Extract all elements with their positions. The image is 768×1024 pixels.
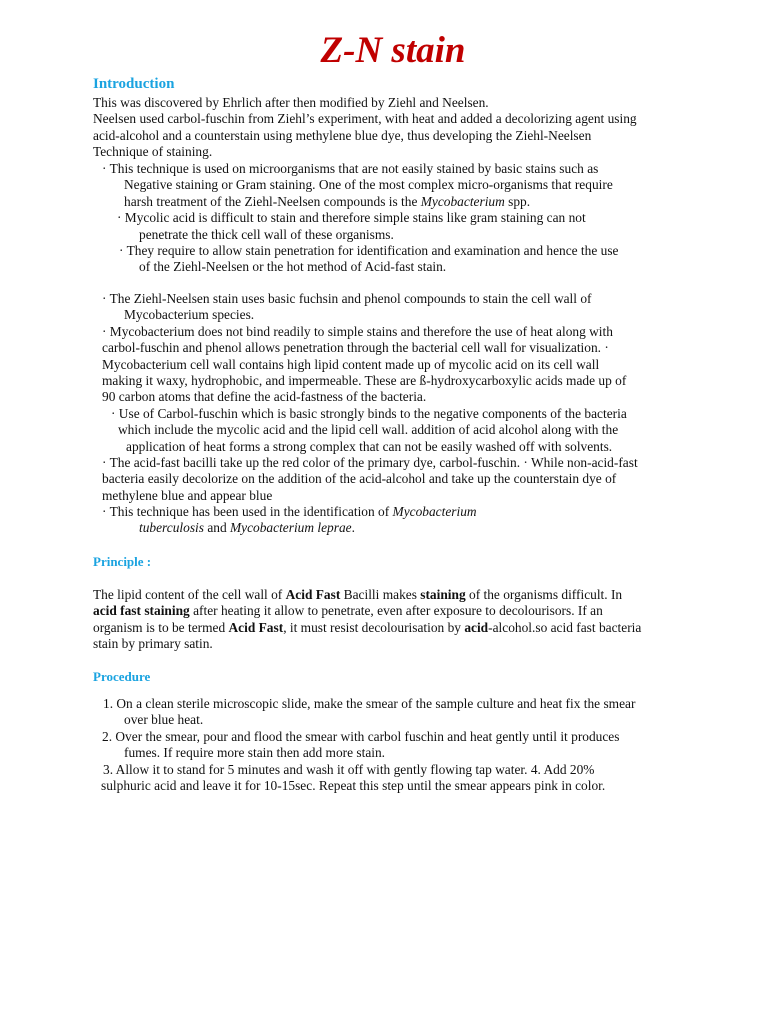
principle-line: stain by primary satin. bbox=[93, 636, 213, 652]
organism-name: Mycobacterium bbox=[392, 504, 477, 520]
bullet-text: harsh treatment of the Ziehl-Neelsen compounds is the bbox=[124, 193, 421, 209]
bullet-line: of the Ziehl-Neelsen or the hot method of Acid-fast stain. bbox=[139, 259, 447, 275]
bullet-line: Mycobacterium cell wall contains high lipid content made up of mycolic acid on its cell wall bbox=[102, 356, 600, 372]
intro-line: acid-alcohol and a counterstain using methylene blue dye, thus developing the Ziehl-Neelsen bbox=[93, 127, 592, 143]
bullet-line: · Use of Carbol-fuschin which is basic strongly binds to the negative components of the bacteria bbox=[111, 405, 627, 421]
bullet-text: . bbox=[351, 520, 355, 536]
organism-name: Mycobacterium bbox=[420, 193, 505, 209]
principle-line bbox=[93, 603, 641, 619]
principle-bold: acid bbox=[464, 619, 489, 635]
principle-text: organism is to be termed bbox=[93, 619, 229, 635]
bullet-line: Negative staining or Gram staining. One of the most complex micro-organisms that require bbox=[124, 177, 613, 193]
principle-bold: staining bbox=[420, 587, 466, 602]
procedure-step: 3. Allow it to stand for 5 minutes and wash it off with gently flowing tap water. 4. Add 20% bbox=[103, 761, 595, 777]
procedure-list bbox=[93, 696, 635, 794]
principle-text: , it must resist decolourisation by bbox=[283, 619, 465, 635]
bullet-text: spp. bbox=[504, 193, 531, 209]
organism-name: Mycobacterium leprae bbox=[230, 520, 352, 536]
introduction-paragraph bbox=[93, 95, 637, 161]
intro-bullets-group-2 bbox=[93, 291, 638, 537]
bullet-line: · Mycolic acid is difficult to stain and therefore simple stains like gram staining can not bbox=[117, 210, 586, 226]
bullet-line: · The Ziehl-Neelsen stain uses basic fuchsin and phenol compounds to stain the cell wall of bbox=[102, 291, 592, 306]
bullet-line bbox=[93, 520, 638, 536]
bullet-text: and bbox=[203, 520, 230, 536]
principle-line bbox=[93, 620, 641, 636]
bullet-line: methylene blue and appear blue bbox=[102, 487, 273, 503]
bullet-line: · The acid-fast bacilli take up the red color of the primary dye, carbol-fuschin. · While non-acid-fast bbox=[102, 454, 638, 470]
principle-text: The lipid content of the cell wall of bbox=[93, 587, 286, 602]
bullet-line: application of heat forms a strong complex that can not be easily washed off with solvents. bbox=[126, 438, 613, 454]
principle-text: after heating it allow to penetrate, even after exposure to decolourisors. If an bbox=[189, 603, 603, 619]
principle-bold: Acid Fast bbox=[228, 619, 284, 635]
principle-text: -alcohol.so acid fast bacteria bbox=[488, 619, 642, 635]
bullet-line: · They require to allow stain penetration for identification and examination and hence the use bbox=[119, 242, 619, 258]
principle-text: Bacilli makes bbox=[340, 587, 421, 602]
principle-bold: Acid Fast bbox=[285, 587, 341, 602]
intro-line: Technique of staining. bbox=[93, 144, 213, 160]
page-title: Z-N stain bbox=[320, 30, 466, 71]
introduction-heading: Introduction bbox=[93, 76, 175, 92]
bullet-line: 90 carbon atoms that define the acid-fastness of the bacteria. bbox=[102, 389, 427, 405]
bullet-line: · This technique is used on microorganisms that are not easily stained by basic stains such as bbox=[102, 161, 599, 176]
procedure-heading: Procedure bbox=[93, 669, 151, 684]
bullet-text: · This technique has been used in the identification of bbox=[102, 504, 393, 520]
procedure-step: sulphuric acid and leave it for 10-15sec. Repeat this step until the smear appears pink in color. bbox=[101, 777, 606, 793]
bullet-line: which include the mycolic acid and the lipid cell wall. addition of acid alcohol along with the bbox=[118, 422, 619, 438]
principle-text: of the organisms difficult. In bbox=[465, 587, 623, 602]
procedure-step: 1. On a clean sterile microscopic slide, make the smear of the sample culture and heat fix the smear bbox=[103, 696, 636, 711]
procedure-step: over blue heat. bbox=[124, 712, 204, 728]
principle-heading: Principle : bbox=[93, 554, 152, 569]
bullet-line: penetrate the thick cell wall of these organisms. bbox=[139, 226, 394, 242]
bullet-line bbox=[93, 504, 638, 520]
intro-line: This was discovered by Ehrlich after then modified by Ziehl and Neelsen. bbox=[93, 95, 489, 110]
principle-line bbox=[93, 587, 641, 603]
organism-name: tuberculosis bbox=[139, 520, 204, 536]
intro-bullets-group-1 bbox=[93, 161, 619, 276]
bullet-line: Mycobacterium species. bbox=[124, 307, 255, 323]
bullet-line bbox=[93, 194, 619, 210]
bullet-line: · Mycobacterium does not bind readily to simple stains and therefore the use of heat along with bbox=[102, 323, 613, 339]
principle-bold: acid fast staining bbox=[93, 603, 190, 619]
bullet-line: making it waxy, hydrophobic, and impermeable. These are ß-hydroxycarboxylic acids made up of bbox=[102, 372, 627, 388]
bullet-line: bacteria easily decolorize on the addition of the acid-alcohol and take up the counterstain dye of bbox=[102, 471, 617, 487]
principle-paragraph bbox=[93, 587, 641, 653]
procedure-step: 2. Over the smear, pour and flood the smear with carbol fuschin and heat gently until it produces bbox=[102, 728, 620, 744]
intro-line: Neelsen used carbol-fuschin from Ziehl’s experiment, with heat and added a decolorizing agent using bbox=[93, 111, 637, 127]
bullet-line: carbol-fuschin and phenol allows penetration through the bacterial cell wall for visualization. · bbox=[102, 340, 609, 356]
procedure-step: fumes. If require more stain then add more stain. bbox=[124, 745, 386, 761]
